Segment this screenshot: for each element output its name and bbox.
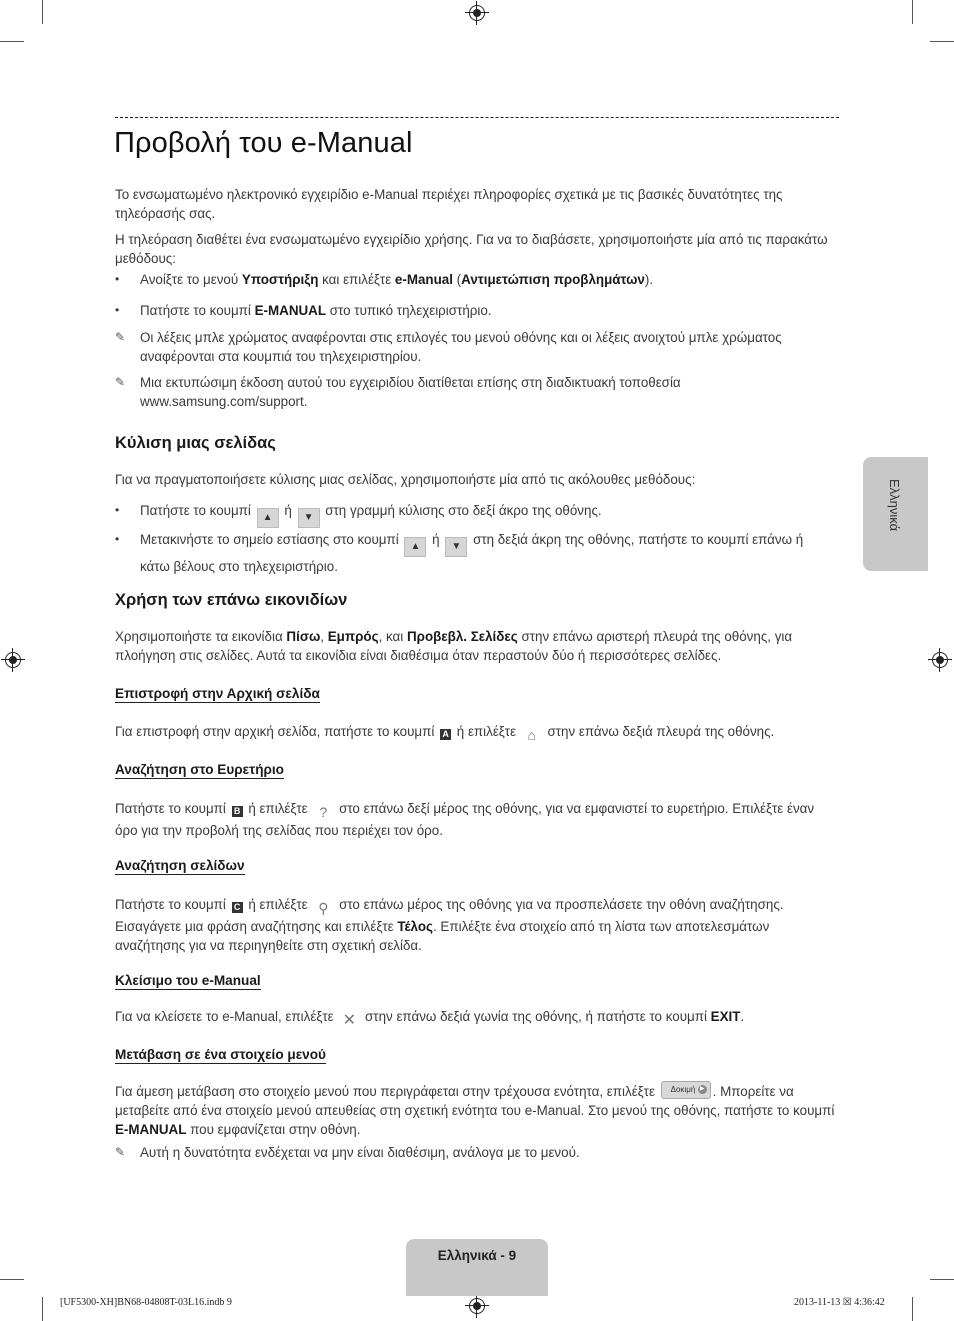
registration-mark-icon bbox=[5, 652, 21, 668]
subheading-goto: Μετάβαση σε ένα στοιχείο μενού bbox=[115, 1047, 326, 1062]
close-icon: ✕ bbox=[342, 1012, 357, 1029]
subheading-search: Αναζήτηση σελίδων bbox=[115, 858, 245, 873]
key-b: B bbox=[232, 806, 243, 817]
key-a: A bbox=[440, 729, 451, 740]
crop-mark bbox=[0, 41, 24, 42]
crop-mark bbox=[912, 1297, 913, 1321]
pencil-note-icon: ✎ bbox=[115, 1145, 126, 1159]
note-item: ✎ Μια εκτυπώσιμη έκδοση αυτού του εγχειριδίου διατίθεται επίσης στη διαδικτυακή τοποθεσία www.samsung.com/support. bbox=[115, 375, 681, 409]
try-now-button: Δοκιμή ▶ bbox=[661, 1081, 711, 1099]
index-book-icon: ? bbox=[319, 804, 328, 820]
crop-mark bbox=[42, 1297, 43, 1321]
crop-mark bbox=[0, 1279, 24, 1280]
intro-paragraph-2: Η τηλεόραση διαθέτει ένα ενσωματωμένο εγχειρίδιο χρήσης. Για να το διαβάσετε, χρησιμοποιήστε μία από τις παρακάτω μεθόδους: bbox=[115, 232, 828, 266]
menu-troubleshooting: Αντιμετώπιση προβλημάτων bbox=[461, 272, 645, 287]
registration-mark-icon bbox=[469, 1298, 485, 1314]
language-side-tab bbox=[863, 457, 928, 571]
icon-back-label: Πίσω bbox=[286, 629, 321, 644]
list-item: • Μετακινήστε το σημείο εστίασης στο κουμπί ▲ ή ▼ στη δεξιά άκρη της οθόνης, πατήστε το κουμπί επάνω ή κάτω βέλους στο τηλεχειριστήριο. bbox=[115, 532, 804, 574]
bullet-icon: • bbox=[115, 532, 120, 546]
key-exit: EXIT bbox=[710, 1009, 741, 1024]
registration-mark-icon bbox=[469, 5, 485, 21]
title-divider bbox=[115, 117, 839, 118]
intro-paragraph-1: Το ενσωματωμένο ηλεκτρονικό εγχειρίδιο e-Manual περιέχει πληροφορίες σχετικά με τις βασικές δυνατότητες της τηλεόρασής σας. bbox=[115, 187, 783, 221]
scroll-down-icon: ▼ bbox=[298, 508, 320, 528]
key-emanual: E-MANUAL bbox=[254, 303, 327, 318]
key-emanual: E-MANUAL bbox=[115, 1122, 187, 1137]
home-paragraph: Για επιστροφή στην αρχική σελίδα, πατήστε το κουμπί A ή επιλέξτε ⌂ στην επάνω δεξιά πλευρά της οθόνης. bbox=[115, 724, 775, 743]
list-item: • Πατήστε το κουμπί ▲ ή ▼ στη γραμμή κύλισης στο δεξί άκρο της οθόνης. bbox=[115, 501, 835, 528]
registration-mark-icon bbox=[932, 652, 948, 668]
page-number-tab bbox=[406, 1239, 548, 1296]
page-number: Ελληνικά - 9 bbox=[437, 1248, 517, 1263]
note-item: ✎ Αυτή η δυνατότητα ενδέχεται να μην είναι διαθέσιμη, ανάλογα με το μενού. bbox=[115, 1145, 580, 1160]
list-item: • Πατήστε το κουμπί E-MANUAL στο τυπικό τηλεχειριστήριο. bbox=[115, 303, 492, 318]
menu-emanual: e-Manual bbox=[394, 272, 453, 287]
pencil-note-icon: ✎ bbox=[115, 330, 126, 344]
subheading-close: Κλείσιμο του e-Manual bbox=[115, 973, 261, 988]
icon-forward-label: Εμπρός bbox=[327, 629, 379, 644]
bullet-icon: • bbox=[115, 272, 120, 286]
search-icon: ⚲ bbox=[318, 900, 329, 916]
scroll-up-icon: ▲ bbox=[257, 508, 279, 528]
arrow-right-icon: ▶ bbox=[698, 1085, 707, 1094]
index-paragraph: Πατήστε το κουμπί B ή επιλέξτε ? στο επάνω δεξί μέρος της οθόνης, για να εμφανιστεί το ευρετήριο. Επιλέξτε έναν όρο για την προβολή της σελίδας που περιέχει τον όρο. bbox=[115, 801, 815, 838]
icon-viewed-pages-label: Προβεβλ. Σελίδες bbox=[406, 629, 518, 644]
goto-paragraph: Για άμεση μετάβαση στο στοιχείο μενού που περιγράφεται στην τρέχουσα ενότητα, επιλέξτε Δοκιμή ▶ . Μπορείτε να μεταβείτε από ένα στοιχείο μενού απευθείας στη σχετική ενότητα του e-Manual. Στο μενού της οθόνης, πατήστε το κουμπί E-MANUAL που εμφανίζεται στην οθόνη. bbox=[115, 1081, 835, 1139]
bullet-icon: • bbox=[115, 503, 120, 517]
scroll-up-icon: ▲ bbox=[404, 537, 426, 557]
crop-mark bbox=[42, 0, 43, 24]
menu-support: Υποστήριξη bbox=[241, 272, 319, 287]
section-heading-icons: Χρήση των επάνω εικονιδίων bbox=[115, 591, 348, 609]
list-item: • Ανοίξτε το μενού Υποστήριξη και επιλέξτε e-Manual (Αντιμετώπιση προβλημάτων). bbox=[115, 272, 654, 287]
pencil-note-icon: ✎ bbox=[115, 375, 126, 389]
crop-mark bbox=[912, 0, 913, 24]
section-heading-scroll: Κύλιση μιας σελίδας bbox=[115, 434, 276, 452]
crop-mark bbox=[930, 1279, 954, 1280]
key-c: C bbox=[232, 902, 243, 913]
search-paragraph: Πατήστε το κουμπί C ή επιλέξτε ⚲ στο επάνω μέρος της οθόνης για να προσπελάσετε την οθόνη αναζήτησης. Εισαγάγετε μια φράση αναζήτησης και επιλέξτε Τέλος. Επιλέξτε ένα στοιχείο από τη λίστα των αποτελεσμάτων αναζήτησης για να περιηγηθείτε στη σχετική σελίδα. bbox=[115, 897, 784, 953]
page-title: Προβολή του e-Manual bbox=[114, 127, 413, 159]
menu-done: Τέλος bbox=[397, 919, 433, 934]
home-icon: ⌂ bbox=[527, 727, 537, 743]
subheading-index: Αναζήτηση στο Ευρετήριο bbox=[115, 762, 284, 777]
note-item: ✎ Οι λέξεις μπλε χρώματος αναφέρονται στις επιλογές του μενού οθόνης και οι λέξεις ανοιχτού μπλε χρώματος αναφέρονται στα κουμπιά του τηλεχειριστηρίου. bbox=[115, 330, 782, 364]
icons-paragraph: Χρησιμοποιήστε τα εικονίδια Πίσω, Εμπρός, και Προβεβλ. Σελίδες στην επάνω αριστερή πλευρά της οθόνης, για πλοήγηση στις σελίδες. Αυτά τα εικονίδια είναι διαθέσιμα όταν περαστούν δύο ή περισσότερες σελίδες. bbox=[115, 629, 793, 663]
scroll-intro: Για να πραγματοποιήσετε κύλισης μιας σελίδας, χρησιμοποιήστε μία από τις ακόλουθες μεθόδους: bbox=[115, 472, 696, 487]
close-paragraph: Για να κλείσετε το e-Manual, επιλέξτε ✕ στην επάνω δεξιά γωνία της οθόνης, ή πατήστε το κουμπί EXIT. bbox=[115, 1009, 745, 1029]
scroll-down-icon: ▼ bbox=[445, 537, 467, 557]
subheading-home: Επιστροφή στην Αρχική σελίδα bbox=[115, 686, 320, 701]
print-info-file: [UF5300-XH]BN68-04808T-03L16.indb 9 bbox=[60, 1297, 232, 1308]
crop-mark bbox=[930, 41, 954, 42]
side-tab-label: Ελληνικά bbox=[887, 479, 902, 532]
print-info-date: 2013-11-13 ☒ 4:36:42 bbox=[794, 1297, 885, 1308]
bullet-icon: • bbox=[115, 303, 120, 317]
